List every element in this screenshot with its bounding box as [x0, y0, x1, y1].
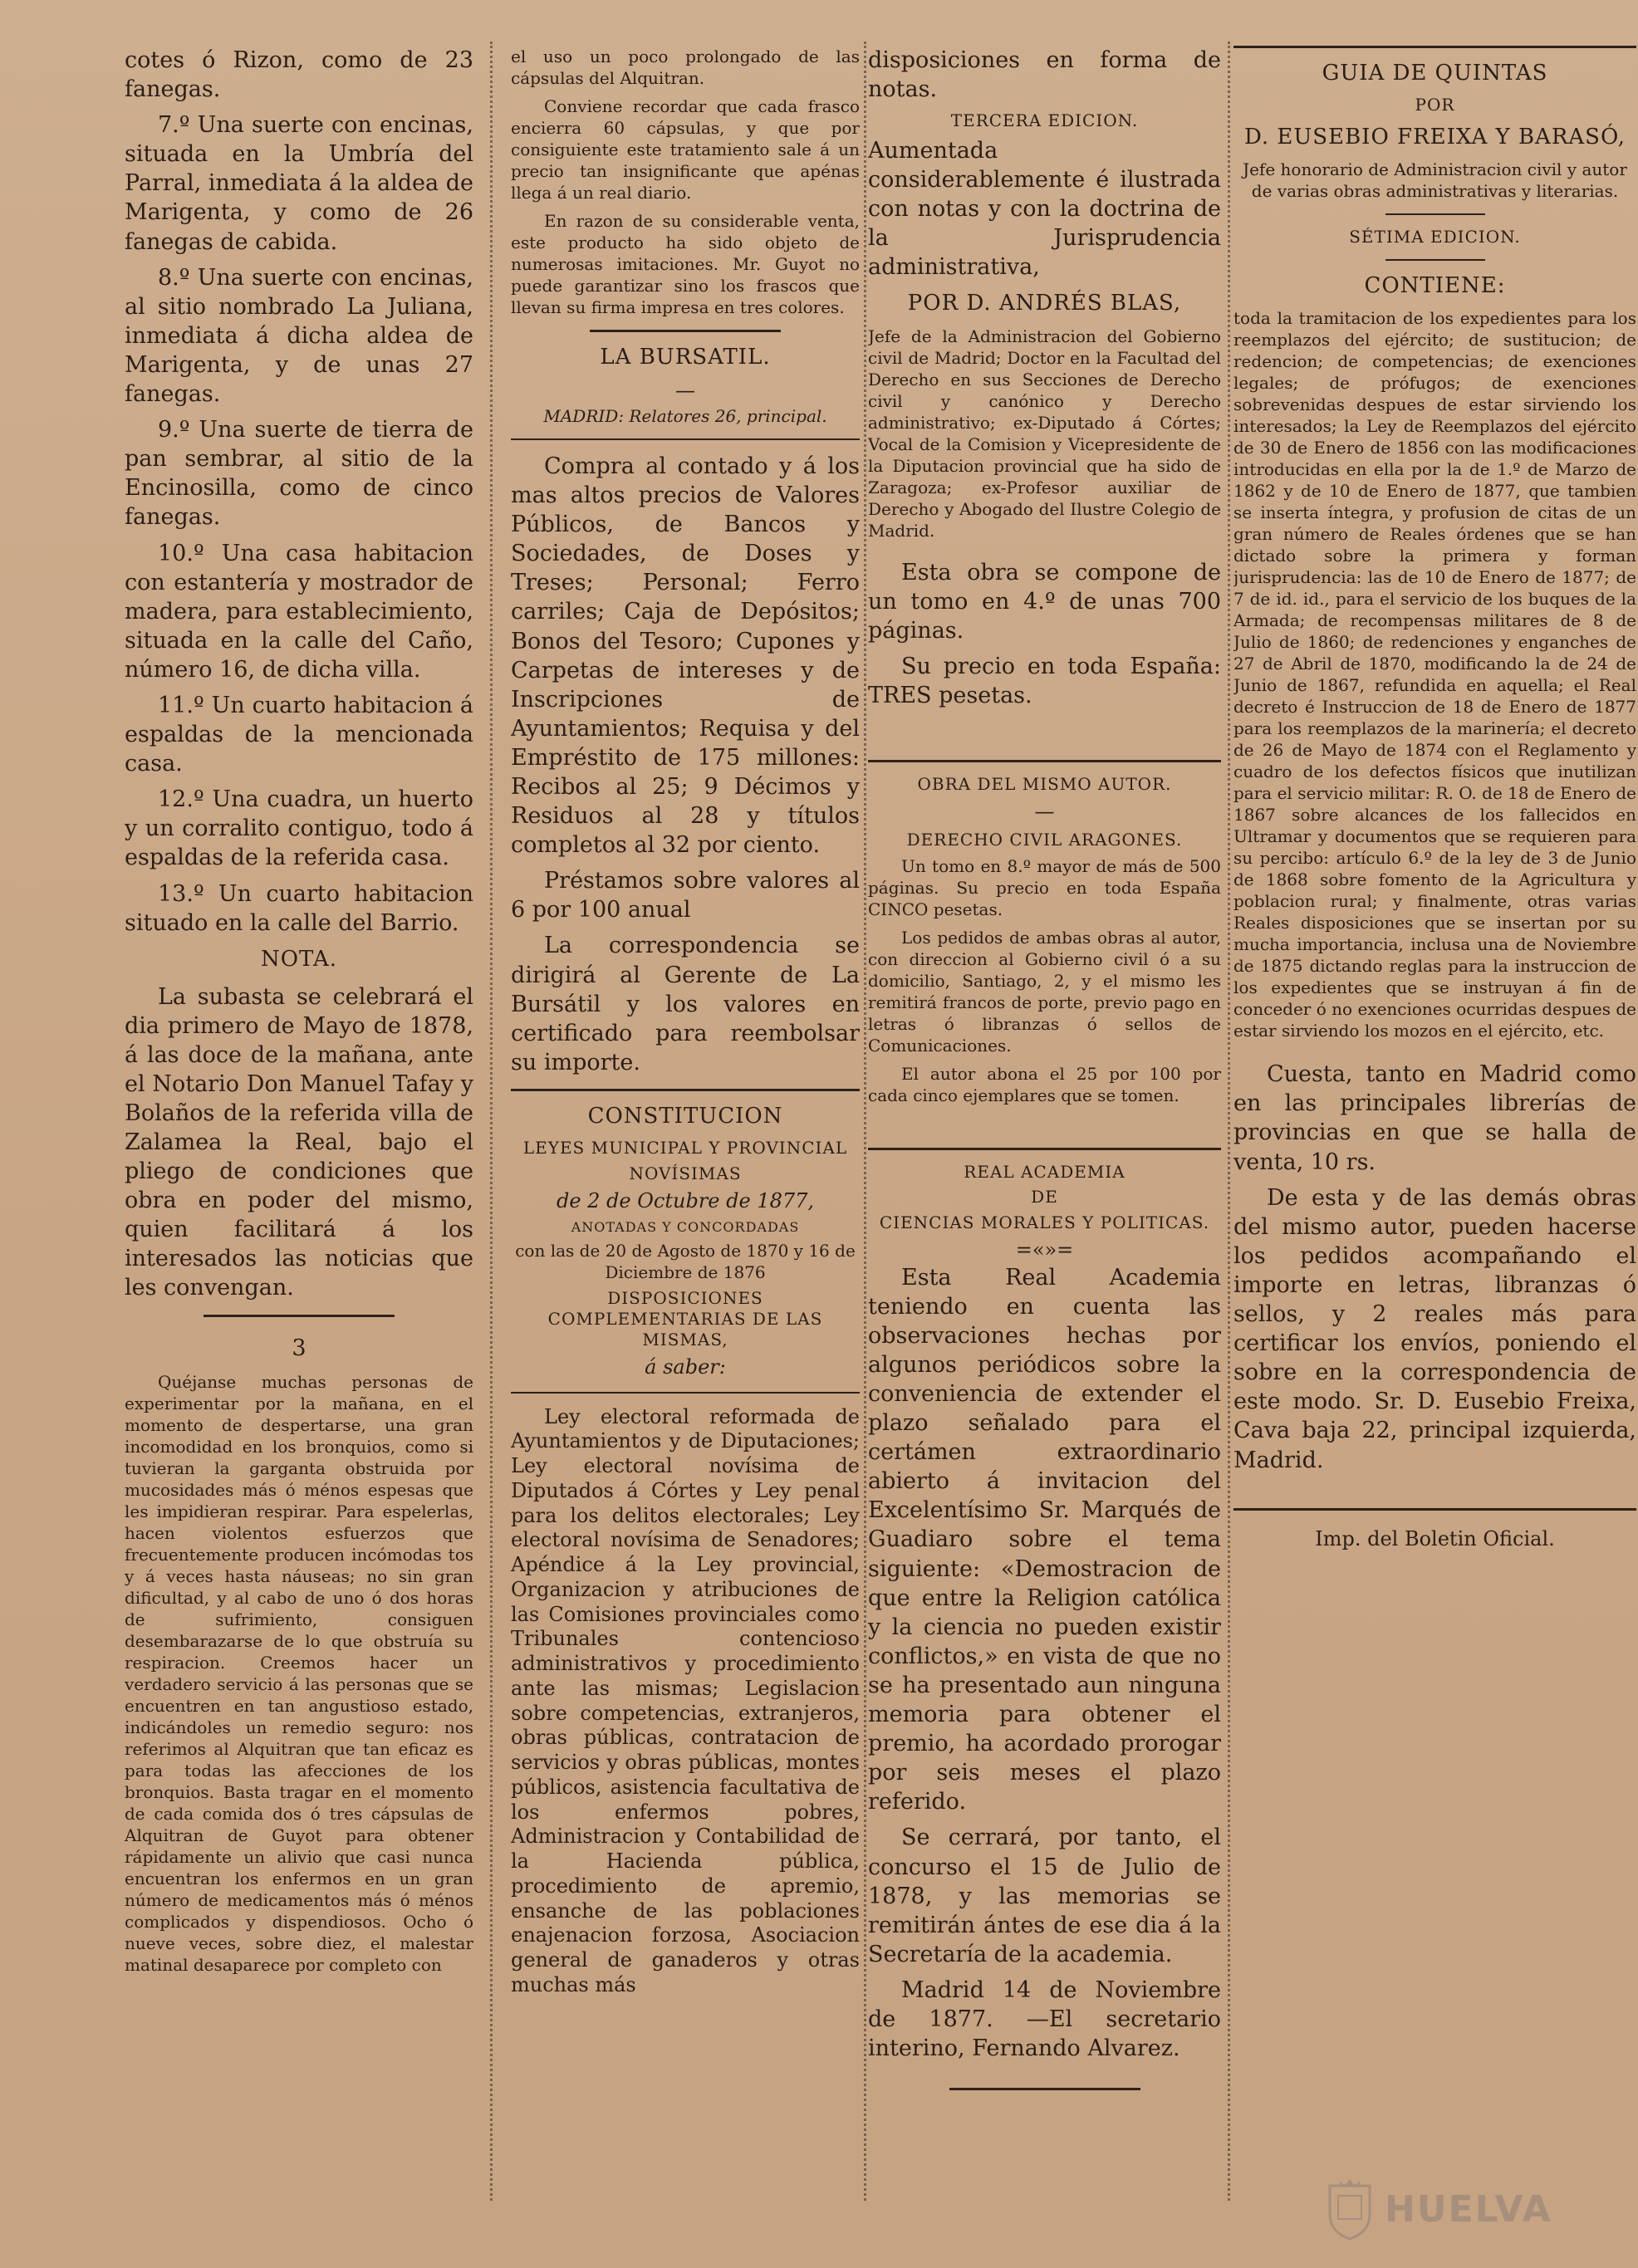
- section-number: 3: [292, 1335, 307, 1361]
- text-paragraph: 13.º Un cuarto habitacion situado en la calle del Barrio.: [125, 880, 473, 936]
- nota-heading: NOTA.: [260, 946, 338, 972]
- divider: [1233, 1508, 1636, 1511]
- imprint: Imp. del Boletin Oficial.: [1315, 1526, 1555, 1550]
- divider: [868, 1148, 1221, 1150]
- text-paragraph: 7.º Una suerte con encinas, situada en la Umbría del Parral, inmediata á la aldea de Marigenta, y como de 26 fanegas de cabida.: [125, 112, 473, 255]
- divider: [868, 760, 1221, 762]
- guia-title: GUIA DE QUINTAS: [1322, 61, 1548, 86]
- divider: [1385, 259, 1485, 261]
- a-saber: á saber:: [645, 1354, 726, 1379]
- author-line: POR D. ANDRÉS BLAS,: [907, 291, 1182, 316]
- academia-heading: DE: [1031, 1187, 1058, 1207]
- column-4: [1233, 46, 1636, 2238]
- guia-contents: toda la tramitacion de los expedientes para los reemplazos del ejército; de sustitucion; de redencion; de competencias; de exenciones legales; de prófugos; de exenciones sobrevenidas despues de estar sirviendo los interesados; la Ley de Reemplazos del ejército de 30 de Enero de 1856 con las modificaciones introducidas en ella por la de 1.º de Marzo de 1862 y de 10 de Enero de 1877, que tambien se inserta íntegra, y profusion de citas de un gran número de Reales órdenes que se han dictado sobre la primera y forman jurisprudencia: las de 10 de Enero de 1877; de 7 de id. id., para el servicio de los buques de la Armada; de recompensas militares de 8 de Julio de 1860; de redenciones y enganches de 27 de Abril de 1870, modificando la de 24 de Junio de 1867, refundida en aquella; el Real decreto é Instruccion de 18 de Enero de 1877 para los reemplazos de la marinería; el decreto de 26 de Mayo de 1874 con el Reglamento y cuadro de los defectos físicos que inutilizan para el servicio militar: R. O. de 18 de Enero de 1867 sobre alcances de los fallecidos en Ultramar y documentos que se requieren para su percibo: artículo 6.º de la ley de 3 de Junio de 1868 sobre fomento de la Agricultura y poblacion rural; y finalmente, otras varias Reales disposiciones que se insertan por su mucha importancia, inclusa una de Noviembre de 1875 dictando reglas para la instruccion de los expedientes que se instruyan á fin de conceder ó no exenciones ocurridas despues de estar sirviendo los mozos en el ejército, etc.: [1233, 308, 1636, 1041]
- column-2: [511, 46, 860, 2238]
- text-paragraph: Se cerrará, por tanto, el concurso el 15 de Julio de 1878, y las memorias se remitirán ántes de ese dia á la Secretaría de la academia.: [868, 1825, 1221, 1967]
- constitucion-concordancia: con las de 20 de Agosto de 1870 y 16 de Diciembre de 1876: [515, 1241, 856, 1283]
- ornament: =«»=: [1015, 1237, 1074, 1261]
- guia-author: D. EUSEBIO FREIXA Y BARASÓ,: [1243, 125, 1626, 150]
- text-paragraph: Aumentada considerablemente é ilustrada con notas y con la doctrina de la Jurisprudencia administrativa,: [868, 137, 1221, 281]
- dash: —: [675, 379, 695, 403]
- column-1: [125, 46, 473, 2238]
- bursatil-text: Préstamos sobre valores al 6 por 100 anual: [511, 868, 860, 923]
- column-3: [868, 46, 1221, 2238]
- nota-text: La subasta se celebrará el dia primero de Mayo de 1878, á las doce de la mañana, ante el Notario Don Manuel Tafay y Bolaños de la referida villa de Zalamea la Real, bajo el pliego de condiciones que obra en poder del mismo, quien facilitará á los interesados las noticias que les convengan.: [125, 983, 473, 1301]
- text-paragraph: Los pedidos de ambas obras al autor, con direccion al Gobierno civil ó a su domicilio, Santiago, 2, y el mismo les remitirá francos de porte, previo pago en letras ó libranzas ó sellos de Comunicaciones.: [868, 927, 1221, 1056]
- column-rule: [490, 42, 495, 2201]
- constitucion-subtitle: LEYES MUNICIPAL Y PROVINCIAL: [522, 1138, 848, 1158]
- text-paragraph: 12.º Una cuadra, un huerto y un corralito contiguo, todo á espaldas de la referida casa.: [125, 786, 473, 871]
- text-paragraph: disposiciones en forma de notas.: [868, 47, 1221, 103]
- obra-heading: OBRA DEL MISMO AUTOR.: [917, 774, 1172, 795]
- academia-heading: CIENCIAS MORALES Y POLITICAS.: [879, 1212, 1210, 1233]
- text-paragraph: 11.º Un cuarto habitacion á espaldas de la mencionada casa.: [125, 692, 473, 777]
- constitucion-date: de 2 de Octubre de 1877,: [556, 1188, 815, 1212]
- text-paragraph: cotes ó Rizon, como de 23 fanegas.: [125, 47, 473, 103]
- text-paragraph: 10.º Una casa habitacion con estantería y mostrador de madera, para establecimiento, situada en la calle del Caño, número 16, de dicha villa.: [125, 540, 473, 683]
- bursatil-address: MADRID: Relatores 26, principal.: [543, 405, 827, 426]
- divider: [204, 1315, 395, 1317]
- text-paragraph: 8.º Una suerte con encinas, al sitio nombrado La Juliana, inmediata á dicha aldea de Marigenta, y de unas 27 fanegas.: [125, 264, 473, 408]
- bursatil-title: LA BURSATIL.: [600, 345, 771, 370]
- guia-author-cargo: Jefe honorario de Administracion civil y autor de varias obras administrativas y literarias.: [1243, 159, 1627, 202]
- constitucion-title: CONSTITUCION: [587, 1103, 783, 1129]
- contiene-heading: CONTIENE:: [1364, 273, 1506, 299]
- edition-label: TERCERA EDICION.: [950, 110, 1139, 131]
- edition-label: SÉTIMA EDICION.: [1349, 227, 1521, 247]
- divider: [1385, 213, 1485, 215]
- alquitran-text: Quéjanse muchas personas de experimentar por la mañana, en el momento de despertarse, una gran incomodidad en los bronquios, como si tuvieran la garganta obstruida por mucosidades más ó ménos espesas que les impidieran respirar. Para espelerlas, hacen violentos esfuerzos que frecuentemente producen incómodas tos y á veces hasta náuseas; no sin gran dificultad, y al cabo de uno ó dos horas de sufrimiento, consiguen desembarazarse de lo que obstruía su respiracion. Creemos hacer un verdadero servicio á las personas que se encuentren en tan angustioso estado, indicándoles un remedio seguro: nos referimos al Alquitran que tan eficaz es para todas las afecciones de los bronquios. Basta tragar en el momento de cada comida dos ó tres cápsulas de Alquitran de Guyot para obtener rápidamente un alivio que casi nunca encuentran los enfermos en un gran número de medicamentos más ó ménos complicados y dispendiosos. Ocho ó nueve veces, sobre diez, el malestar matinal desaparece por completo con: [125, 1371, 473, 1975]
- author-credentials: Jefe de la Administracion del Gobierno civil de Madrid; Doctor en la Facultad del Derecho en sus Secciones de Derecho civil y canónico y Derecho administrativo; ex-Diputado á Córtes; Vocal de la Comision y Vicepresidente de la Diputacion provincial que ha sido de Zaragoza; ex-Profesor auxiliar de Derecho y Abogado del Ilustre Colegio de Madrid.: [868, 326, 1221, 541]
- text-paragraph: Un tomo en 8.º mayor de más de 500 páginas. Su precio en toda España CINCO pesetas.: [868, 855, 1221, 919]
- por-label: POR: [1415, 95, 1455, 115]
- column-rule: [1228, 42, 1233, 2201]
- alquitran-text: el uso un poco prolongado de las cápsulas del Alquitran.: [511, 47, 860, 88]
- divider: [511, 1089, 860, 1091]
- divider: [511, 1392, 860, 1394]
- bursatil-text: La correspondencia se dirigirá al Gerente de La Bursátil y los valores en certificado para reembolsar su importe.: [511, 933, 860, 1075]
- alquitran-text: En razon de su considerable venta, este producto ha sido objeto de numerosas imitaciones. Mr. Guyot no puede garantizar sino los frascos que llevan su firma impresa en tres colores.: [511, 211, 860, 317]
- divider: [590, 330, 781, 332]
- bursatil-text: Compra al contado y á los mas altos precios de Valores Públicos, de Bancos y Sociedades, de Doses y Treses; Personal; Ferro carriles; Caja de Depósitos; Bonos del Tesoro; Cupones y Carpetas de intereses y de Inscripciones de Ayuntamientos; Requisa y del Empréstito de 175 millones: Recibos al 25; 9 Décimos y Residuos al 28 y títulos completos al 32 por ciento.: [511, 453, 860, 859]
- text-paragraph: El autor abona el 25 por 100 por cada cinco ejemplares que se tomen.: [868, 1063, 1221, 1105]
- constitucion-novisimas: NOVÍSIMAS: [629, 1163, 742, 1183]
- text-paragraph: Cuesta, tanto en Madrid como en las principales librerías de provincias en que se halla de venta, 10 rs.: [1233, 1061, 1636, 1175]
- derecho-civil-heading: DERECHO CIVIL ARAGONES.: [906, 829, 1183, 850]
- constitucion-text: Ley electoral reformada de Ayuntamientos y de Diputaciones; Ley electoral novísima de Diputados á Córtes y Ley penal para los delitos electorales; Ley electoral novísima de Senadores; Apéndice á la Ley provincial, Organizacion y atribuciones de las Comisiones provinciales como Tribunales contencioso administrativos y procedimiento ante las mismas; Legislacion sobre competencias, extranjeros, obras públicas, contratacion de servicios y obras públicas, montes públicos, asistencia facultativa de los enfermos pobres, Administracion y Contabilidad de la Hacienda pública, procedimiento de apremio, ensanche de las poblaciones enajenacion forzosa, Asociacion general de ganaderos y otras muchas más: [511, 1404, 860, 1996]
- text-paragraph: De esta y de las demás obras del mismo autor, pueden hacerse los pedidos acompañando el importe en letras, libranzas ó sellos, y 2 reales más para certificar los envíos, poniendo el sobre en la correspondencia de este modo. Sr. D. Eusebio Freixa, Cava baja 22, principal izquierda, Madrid.: [1233, 1184, 1636, 1473]
- divider: [1233, 46, 1636, 48]
- constitucion-anotadas: ANOTADAS Y CONCORDADAS: [571, 1218, 800, 1235]
- crest-icon: [1325, 2177, 1375, 2241]
- text-paragraph: Esta Real Academia teniendo en cuenta las observaciones hechas por algunos periódicos sobre la conveniencia de extender el plazo señalado para el certámen extraordinario abierto á invitacion del Excelentísimo Sr. Marqués de Guadiaro sobre el tema siguiente: «Demostracion de que entre la Religion católica y la ciencia no pueden existir conflictos,» en vista de que no se ha presentado aun ninguna memoria para obtener el premio, ha acordado prorogar por seis meses el plazo referido.: [868, 1264, 1221, 1815]
- text-paragraph: Esta obra se compone de un tomo en 4.º de unas 700 páginas.: [868, 559, 1221, 644]
- divider: [511, 438, 860, 440]
- alquitran-text: Conviene recordar que cada frasco encierra 60 cápsulas, y que por consiguiente este tratamiento sale á un precio tan insignificante que apénas llega á un real diario.: [511, 96, 860, 203]
- text-paragraph: 9.º Una suerte de tierra de pan sembrar, al sitio de la Encinosilla, como de cinco fanegas.: [125, 417, 473, 531]
- watermark-text: HUELVA: [1385, 2187, 1552, 2231]
- disposiciones-title: DISPOSICIONES COMPLEMENTARIAS DE LAS MISMAS,: [547, 1288, 823, 1350]
- dash: —: [1034, 799, 1055, 823]
- academia-heading: REAL ACADEMIA: [964, 1161, 1126, 1182]
- archive-watermark: [1325, 2176, 1574, 2242]
- text-paragraph: Madrid 14 de Noviembre de 1877. —El secretario interino, Fernando Alvarez.: [868, 1977, 1221, 2062]
- divider: [949, 2088, 1140, 2090]
- text-paragraph: Su precio en toda España: TRES pesetas.: [868, 653, 1221, 709]
